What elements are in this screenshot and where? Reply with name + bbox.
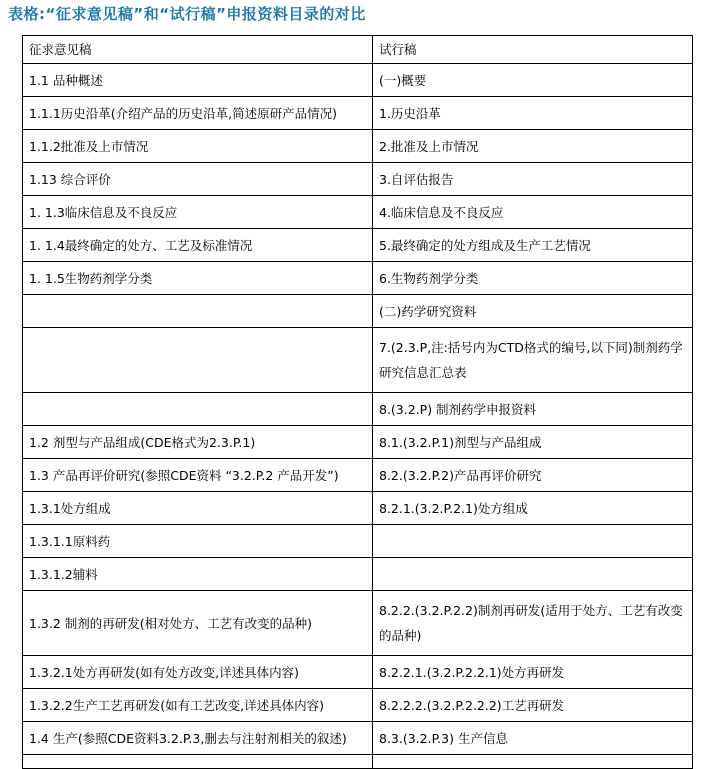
cell-draft: 1.3.1.2辅料 bbox=[23, 558, 373, 591]
table-row bbox=[23, 97, 693, 130]
cell-draft: 1. 1.5生物药剂学分类 bbox=[23, 262, 373, 295]
table-row bbox=[23, 295, 693, 328]
table-row bbox=[23, 525, 693, 558]
cell-trial: 8.3.(3.2.P.3) 生产信息 bbox=[373, 722, 693, 755]
cell-draft: 1.1.1历史沿革(介绍产品的历史沿革,简述原研产品情况) bbox=[23, 97, 373, 130]
cell-trial: 1.历史沿革 bbox=[373, 97, 693, 130]
table-row bbox=[23, 722, 693, 755]
table-row bbox=[23, 328, 693, 393]
cell-draft: 1. 1.3临床信息及不良反应 bbox=[23, 196, 373, 229]
table-row bbox=[23, 689, 693, 722]
header-cell-draft: 征求意见稿 bbox=[23, 36, 373, 64]
cell-trial: 8.2.2.(3.2.P.2.2)制剂再研发(适用于处方、工艺有改变的品种) bbox=[373, 591, 693, 656]
document-page bbox=[0, 5, 718, 769]
table-row bbox=[23, 558, 693, 591]
header-cell-trial: 试行稿 bbox=[373, 36, 693, 64]
table-row bbox=[23, 196, 693, 229]
cell-draft: 1.3.1.1原料药 bbox=[23, 525, 373, 558]
table-row bbox=[23, 64, 693, 97]
cell-trial: 8.1.(3.2.P.1)剂型与产品组成 bbox=[373, 426, 693, 459]
cell-trial: (一)概要 bbox=[373, 64, 693, 97]
cell-trial: 8.2.2.1.(3.2.P.2.2.1)处方再研发 bbox=[373, 656, 693, 689]
cell-draft bbox=[23, 393, 373, 426]
cell-trial: (二)药学研究资料 bbox=[373, 295, 693, 328]
cell-draft: 1.2 剂型与产品组成(CDE格式为2.3.P.1) bbox=[23, 426, 373, 459]
cell-draft: 1.3 产品再评价研究(参照CDE资料 “3.2.P.2 产品开发”) bbox=[23, 459, 373, 492]
cell-draft: 1.3.2 制剂的再研发(相对处方、工艺有改变的品种) bbox=[23, 591, 373, 656]
cell-trial: 5.最终确定的处方组成及生产工艺情况 bbox=[373, 229, 693, 262]
cell-trial bbox=[373, 558, 693, 591]
table-header-row bbox=[23, 36, 693, 64]
cell-trial bbox=[373, 525, 693, 558]
cell-draft: 1.1.2批准及上市情况 bbox=[23, 130, 373, 163]
cell-trial: 8.2.1.(3.2.P.2.1)处方组成 bbox=[373, 492, 693, 525]
cell-trial: 6.生物药剂学分类 bbox=[373, 262, 693, 295]
cell-trial: 8.2.(3.2.P.2)产品再评价研究 bbox=[373, 459, 693, 492]
table-row bbox=[23, 130, 693, 163]
table-row bbox=[23, 229, 693, 262]
cell-draft: 1.4 生产(参照CDE资料3.2.P.3,删去与注射剂相关的叙述) bbox=[23, 722, 373, 755]
table-row bbox=[23, 163, 693, 196]
cell-trial: 8.2.2.2.(3.2.P.2.2.2)工艺再研发 bbox=[373, 689, 693, 722]
cell-draft: 1.3.2.2生产工艺再研发(如有工艺改变,详述具体内容) bbox=[23, 689, 373, 722]
cell-draft bbox=[23, 328, 373, 393]
table-row bbox=[23, 492, 693, 525]
table-row bbox=[23, 459, 693, 492]
cell-trial: 3.自评估报告 bbox=[373, 163, 693, 196]
table-row bbox=[23, 393, 693, 426]
table-row bbox=[23, 426, 693, 459]
cell-draft: 1. 1.4最终确定的处方、工艺及标准情况 bbox=[23, 229, 373, 262]
cell-draft: 1.1 品种概述 bbox=[23, 64, 373, 97]
comparison-table bbox=[22, 35, 693, 769]
table-row bbox=[23, 656, 693, 689]
page-title: 表格:“征求意见稿”和“试行稿”申报资料目录的对比 bbox=[8, 5, 366, 23]
cell-draft: 1.3.2.1处方再研发(如有处方改变,详述具体内容) bbox=[23, 656, 373, 689]
cell-draft: 1.13 综合评价 bbox=[23, 163, 373, 196]
cell-draft: 1.3.1处方组成 bbox=[23, 492, 373, 525]
cell-trial: 2.批准及上市情况 bbox=[373, 130, 693, 163]
cell-trial: 4.临床信息及不良反应 bbox=[373, 196, 693, 229]
table-row bbox=[23, 262, 693, 295]
cell-trial: 7.(2.3.P,注:括号内为CTD格式的编号,以下同)制剂药学研究信息汇总表 bbox=[373, 328, 693, 393]
table-row bbox=[23, 591, 693, 656]
cell-trial: 8.(3.2.P) 制剂药学申报资料 bbox=[373, 393, 693, 426]
cell-draft bbox=[23, 295, 373, 328]
